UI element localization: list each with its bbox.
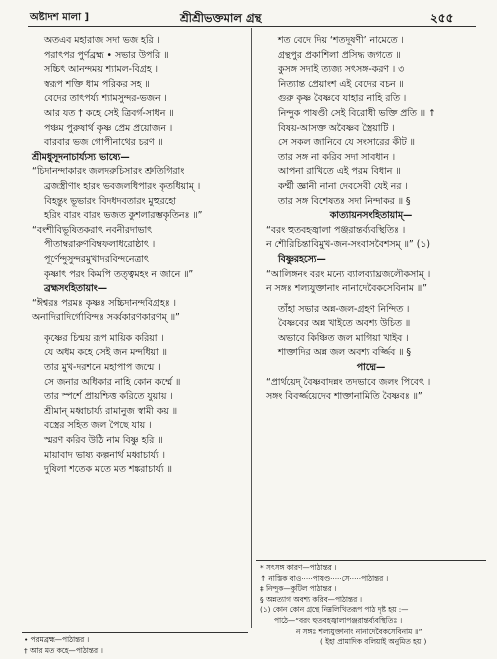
sanskrit-line: পূর্ণেন্দুসুন্দরমুখাদরবিন্দনেত্রাৎ	[44, 253, 149, 265]
verse-line: স্বরূপ শক্তি ধাম পরিকর সহ ॥	[44, 78, 150, 90]
verse-line: সচ্চিৎ আনন্দময় শ্যামল-বিগ্রহ ।	[44, 64, 158, 76]
sanskrit-line: ব্রজস্ত্রীণাং হারং ভবজলধিপারং কৃতধিয়াম্ ।	[44, 180, 201, 192]
verse-line: শত বেদে দিয় ‘শতদূষণী’ নামেতে ।	[278, 35, 404, 46]
footnote: ( ইহা প্রামাদিক বলিয়াই অনুমিত হয় )	[320, 637, 427, 647]
footnote-rule-left	[22, 632, 248, 633]
footnote: পাঠে—“বরং হুতবহজ্বালাপঞ্জরান্তর্ব্যবস্থিতিঃ ।	[274, 615, 403, 625]
verse-line: তাঁহা সভার অন্ন-জল-গ্রহণ নিন্দিত ।	[278, 303, 410, 315]
verse-line: কর্ম্মী জ্ঞানী নানা দেবসেবী যেই নর ।	[278, 180, 408, 192]
footnote-rule-right	[256, 560, 486, 561]
verse-line: তার মুখ-দরশনে মহাপাপ জন্মে ।	[44, 362, 161, 374]
verse-line: গুরু কৃষ্ণ বৈষ্ণবে যাহার নাহি রতি ।	[278, 93, 407, 105]
section-heading: ব্রহ্মসংহিতায়াং—	[44, 283, 107, 295]
sanskrit-line: কৃষ্ণাৎ পরং কিমপি তত্ত্বমহং ন জানে ॥”	[44, 268, 194, 280]
verse-line: অতএব মহারাজ সদা ভজ হরি ।	[44, 35, 160, 46]
sanskrit-line: বিহন্তুং ভূভারং বিদধদবতারং মুহুরহো	[44, 195, 176, 207]
sanskrit-line: পীতাম্বরারুণবিম্বফলাধরোষ্ঠাৎ ।	[44, 239, 156, 251]
sanskrit-line: “ঈশ্বরঃ পরমঃ কৃষ্ণঃ সচ্চিদানন্দবিগ্রহঃ ।	[32, 297, 176, 309]
verse-line: যে অধম কহে সেই জন মন্দধিয়া ॥	[44, 347, 167, 359]
verse-line: কুসঙ্গ সদাই ত্যজ্য সৎসঙ্গ-করণ । ৩	[278, 64, 405, 76]
section-heading: পাদ্মে—	[356, 362, 386, 374]
verse-line: বস্ত্রের সহিত জল পৈছে যায় ।	[44, 420, 152, 432]
sanskrit-line: ন সঙ্গঃ শল্যযুক্তানাং নানাদেবৈকসেবিনাম ॥”	[266, 283, 427, 295]
section-heading: বিষ্ণুরহস্যে—	[278, 253, 326, 265]
sanskrit-line: ন শৌরিচিন্তাবিমুখ-জন-সংবাসবৈশসম্ ॥” (১)	[266, 239, 430, 251]
verse-line: নিত্যান্ত প্রেয়াংশ এই বেদের বচন ॥	[278, 78, 404, 90]
verse-line: মায়াবাদ ভাষ্য কল্পনার্থ মধ্বাচার্য্য ।	[44, 449, 165, 461]
sanskrit-line: অনাদিরাদির্গোবিন্দঃ সর্ব্বকারণকারণম্ ॥”	[32, 312, 180, 324]
verse-line: সে সকল জানিবে যে সংসারের কীট ॥	[278, 137, 415, 149]
sanskrit-line: “বরং হুতবহজ্বালা পঞ্জরান্তর্ব্যবস্থিতিঃ ।	[266, 224, 406, 236]
footnote: * সৎসঙ্গ কারণ—পাঠান্তর ।	[260, 563, 337, 572]
left-footnotes	[24, 635, 250, 656]
left-column	[22, 34, 248, 478]
footnote: ↑ নাস্তিক বাও·····পাষণ্ড·····সে·····পাঠান্তর ।	[260, 573, 389, 583]
running-header-title: শ্রীশ্রীভক্তমাল গ্রন্থ	[180, 11, 262, 25]
sanskrit-line: “চিদানন্দাকারং জলদরুচিসারং শ্রুতিগিরাং	[32, 166, 185, 178]
running-header-left: অষ্টাদশ মালা ]	[30, 12, 90, 23]
column-divider	[251, 28, 252, 628]
verse-line: গ্রন্থপুর প্রকাশিলা প্রসিদ্ধ জগতে ॥	[278, 49, 401, 61]
verse-line: দুষিলা শতেক মতে মত শঙ্করাচার্য্য ॥	[44, 464, 172, 476]
right-footnotes	[260, 563, 488, 648]
footnote: • পরমব্রহ্ম—পাঠান্তর ।	[24, 635, 90, 644]
verse-line: আপনা রাখিতে এই পরম বিধান ॥	[278, 166, 401, 178]
section-heading: শ্রীমধুসূদনাচার্য্যস্য ভাষ্যে—	[32, 151, 130, 163]
verse-line: কৃষ্ণের চিন্ময় রূপ মায়িক করিয়া ।	[44, 332, 164, 344]
verse-line: বিষয়-আসক্ত অবৈষ্ণব স্ত্রৈয়াটি ।	[278, 122, 395, 134]
verse-line: বেদের তাৎপর্য্য শ্যামসুন্দর-ভজন ।	[44, 93, 167, 105]
verse-line: আর যত † কহে সেই ত্রিবর্গ-সাধন ॥	[44, 107, 174, 119]
sanskrit-line: “বংশীবিভূষিতকরাৎ নবনীরদাভাৎ	[32, 224, 153, 236]
verse-line: স্মরণ করিব উঠি নাম বিষ্ণু হরি ॥	[44, 435, 163, 447]
sanskrit-line: সঙ্গং বিবর্জ্জয়েদেব শাক্তানামিতি বৈষ্ণবঃ ॥”	[266, 391, 423, 403]
footnote: † আর মত কহে—পাঠান্তর ।	[24, 645, 103, 655]
verse-line: বারবার ভজ গোপীনাথের চরণ ॥	[44, 137, 163, 149]
verse-line: শাক্তাদির অন্ন জল অবশ্য বর্জ্জিব ॥ §	[278, 347, 412, 359]
page-number: ২৫৫	[430, 11, 454, 25]
section-heading: কাত্যায়নসংহিতায়াম্—	[329, 210, 413, 222]
verse-line: তার সঙ্গ না করিব সদা সাবধান ।	[278, 151, 396, 163]
verse-line: তার স্পর্শে প্রায়শ্চিত্ত করিতে যুয়ায় ।	[44, 391, 173, 403]
verse-line: অভাবে কিঞ্চিত জল মাগিয়া খাইব ।	[278, 332, 409, 344]
footnote: ন সঙ্গঃ শল্যযুক্তানাং নানাদেবৈকসেবিনাম ॥”	[296, 626, 423, 636]
verse-line: নিন্দুক পাষণ্ডী সেই বিরোধী ভক্তি প্রতি ॥ ↑	[278, 107, 436, 119]
verse-line: তার সঙ্গ বিশেষতঃ সদা নিন্দাকর ॥ §	[278, 195, 411, 207]
right-column	[256, 34, 486, 405]
verse-line: বৈষ্ণবের অন্ন খাইতে অবশ্য উচিত ॥	[278, 318, 411, 330]
sanskrit-line: “আলিঙ্গনং বরং মন্যে ব্যালব্যাঘ্রজলৌকসাম্ ।	[266, 268, 431, 280]
footnote: § অন্নত্যাগ অবশ্য করিব—পাঠান্তর ।	[260, 594, 363, 604]
verse-line: পঞ্চম পুরুষার্থ কৃষ্ণ প্রেম প্রয়োজন ।	[44, 122, 173, 134]
sanskrit-line: হরিং বারং বারং ভজত কুশলারম্ভকৃতিনঃ ॥”	[44, 210, 203, 222]
verse-line: শ্রীমান্ মধ্বাচার্য্য রামানুজ স্বামী কয় ॥	[44, 405, 177, 417]
verse-line: পরাৎপর পুর্ণব্রহ্ম • সভার উপরি ॥	[44, 49, 169, 61]
header-rule	[28, 26, 476, 27]
verse-line: সে জনার অধিকার নাহি কোন কর্ম্মে ॥	[44, 376, 181, 388]
sanskrit-line: “প্রার্থয়েদ্ বৈষ্ণবাদন্নং তদভাবে জলং পিবেৎ ।	[266, 376, 431, 388]
footnote: ‡ নিন্দুক—কুটিল পাঠান্তর ।	[260, 584, 337, 594]
footnote: (১) কোন কোন গ্রন্থে নিম্নলিখিতরূপ পাঠ দৃষ্ট হয় :—	[260, 605, 409, 615]
